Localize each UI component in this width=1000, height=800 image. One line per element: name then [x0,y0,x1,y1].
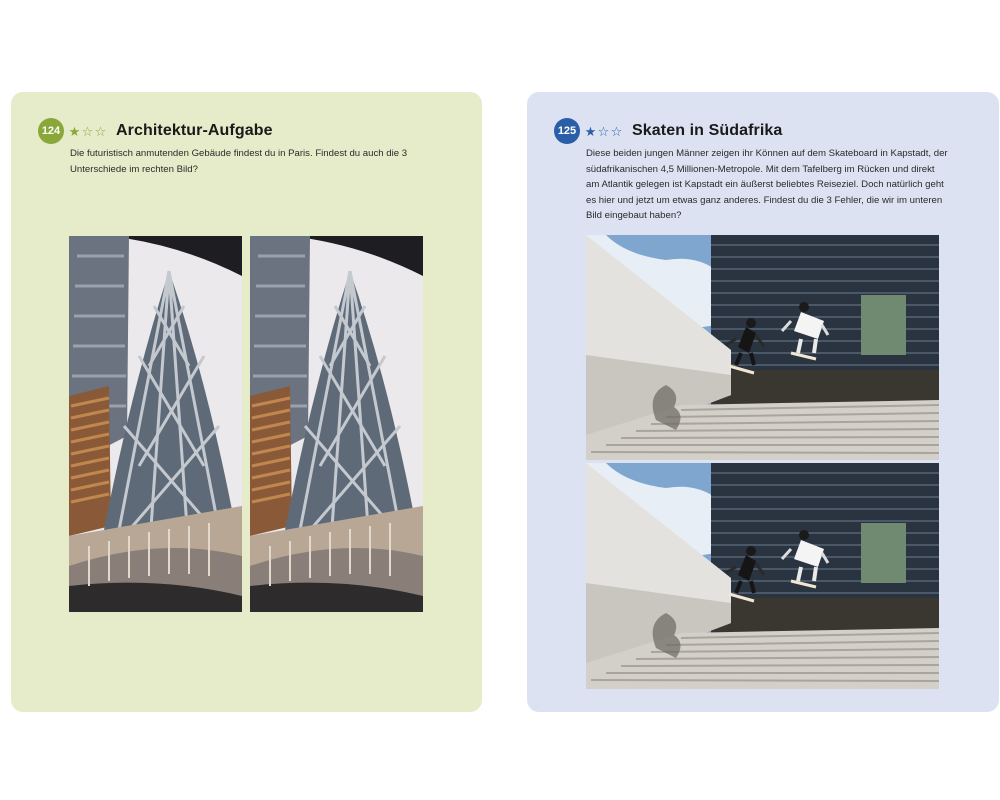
star-empty-icon: ☆ [94,123,107,139]
modified-photo [250,236,423,612]
difficulty-rating [584,125,623,138]
star-empty-icon: ☆ [81,123,94,139]
puzzle-description: Die futuristisch anmutenden Gebäude findest du in Paris. Findest du auch die 3 Unterschiede im rechten Bild? [70,148,408,175]
puzzle-number-badge: 124 [38,118,64,144]
difficulty-rating [68,125,107,138]
original-photo [69,236,242,612]
star-filled-icon: ★ [584,123,597,139]
puzzle-number-badge: 125 [554,118,580,144]
puzzle-title: Architektur-Aufgabe [116,122,273,139]
puzzle-description: Diese beiden jungen Männer zeigen ihr Können auf dem Skateboard in Kapstadt, der südafrikanischen 4,5 Millionen-Metropole. Mit dem Tafelberg im Rücken und direkt am Atlantik gelegen ist Kapstadt ein äußerst beliebtes Reiseziel. Doch natürlich geht es hier und jetzt um etwas ganz anderes. Findest du die 3 Fehler, die wir im unteren Bild eingebaut haben? [586,148,948,221]
modified-photo [586,463,939,689]
star-empty-icon: ☆ [597,123,610,139]
puzzle-title: Skaten in Südafrika [632,122,783,139]
original-photo [586,235,939,460]
puzzle-page-124 [11,92,482,712]
puzzle-page-125 [527,92,999,712]
star-filled-icon: ★ [68,123,81,139]
star-empty-icon: ☆ [610,123,623,139]
puzzle-header [554,118,782,144]
puzzle-header [38,118,273,144]
